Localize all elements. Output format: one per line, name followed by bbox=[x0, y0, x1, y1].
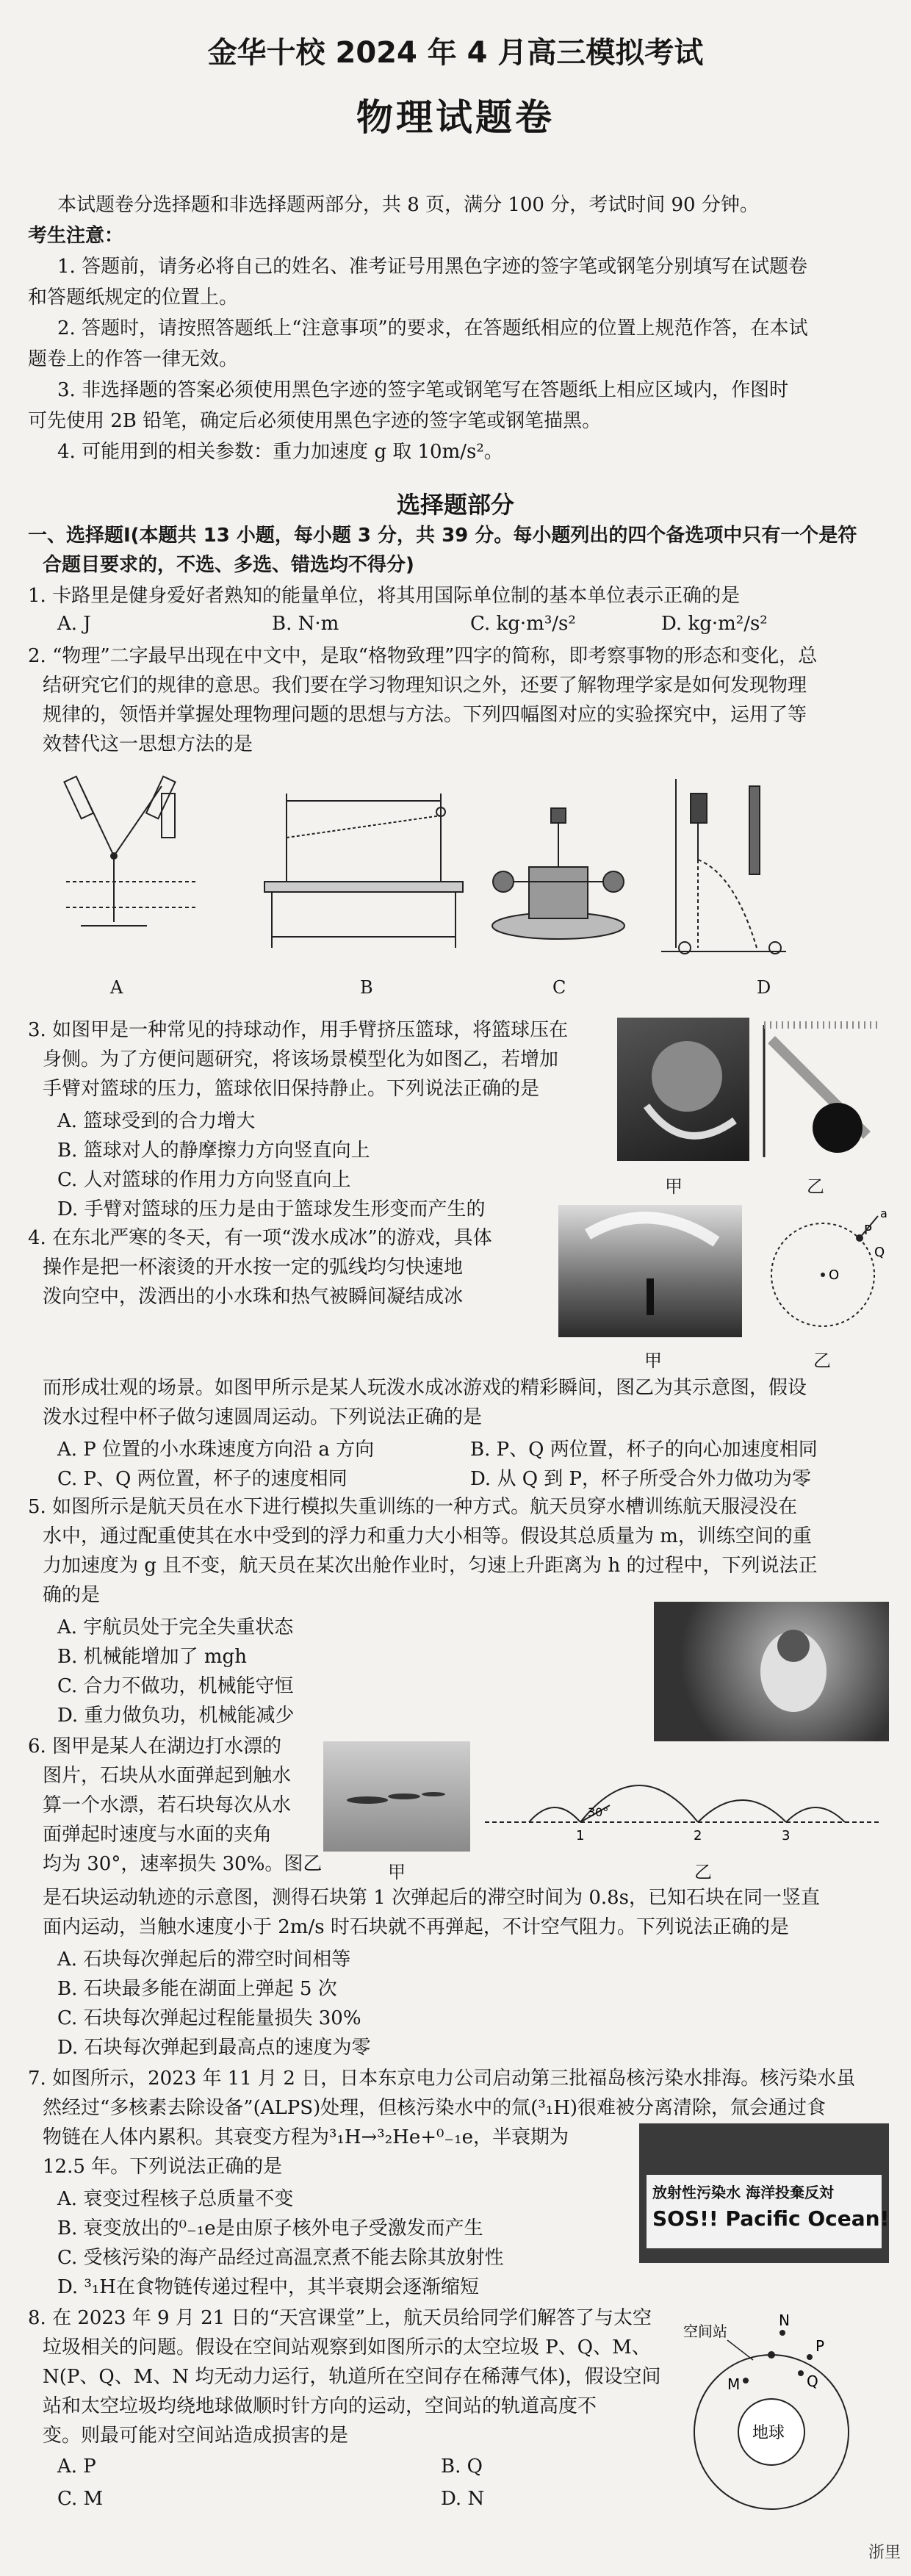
q4-option-b: B. P、Q 两位置，杯子的向心加速度相同 bbox=[470, 1439, 818, 1461]
q7-photo-protest bbox=[639, 2123, 889, 2263]
page-title: 物理试题卷 bbox=[356, 96, 555, 139]
q5-stem-2: 水中，通过配重使其在水中受到的浮力和重力大小相等。假设其总质量为 m，训练空间的重 bbox=[43, 1525, 812, 1547]
page-corner-mark: 浙里 bbox=[868, 2544, 901, 2562]
q7-option-a: A. 衰变过程核子总质量不变 bbox=[57, 2188, 294, 2210]
q1-option-a: A. J bbox=[57, 613, 91, 635]
q5-option-d: D. 重力做负功，机械能减少 bbox=[57, 1705, 295, 1727]
q6-point-3: 3 bbox=[782, 1828, 791, 1843]
q3-fig-label-2: 乙 bbox=[807, 1176, 824, 1197]
notice-3a: 3. 非选择题的答案必须使用黑色字迹的签字笔或钢笔写在答题纸上相应区域内，作图时 bbox=[57, 379, 789, 401]
q6-angle-label: 30° bbox=[588, 1805, 609, 1819]
q7-banner-text-1: 放射性污染水 海洋投棄反対 bbox=[652, 2184, 834, 2201]
q3-stem-2: 身侧。为了方便问题研究，将该场景模型化为如图乙，若增加 bbox=[43, 1048, 559, 1071]
q2-label-a: A bbox=[110, 977, 123, 998]
q3-option-a: A. 篮球受到的合力增大 bbox=[57, 1110, 256, 1132]
svg-text:Q: Q bbox=[874, 1245, 885, 1260]
notice-2a: 2. 答题时，请按照答题纸上“注意事项”的要求，在答题纸相应的位置上规范作答，在本试 bbox=[57, 317, 808, 339]
q3-option-b: B. 篮球对人的静摩擦力方向竖直向上 bbox=[57, 1140, 370, 1162]
q7-stem-2: 然经过“多核素去除设备”(ALPS)处理，但核污染水中的氚(³₁H)很难被分离清除，氚会通过食 bbox=[43, 2097, 827, 2119]
q3-diagram bbox=[757, 1018, 889, 1165]
q8-label-m: M bbox=[727, 2375, 741, 2393]
q2-label-d: D bbox=[757, 977, 771, 998]
q4-option-d: D. 从 Q 到 P，杯子所受合外力做功为零 bbox=[470, 1468, 812, 1490]
q7-stem-1: 7. 如图所示，2023 年 11 月 2 日，日本东京电力公司启动第三批福岛核污染水排海。核污染水虽 bbox=[28, 2068, 856, 2090]
q4-stem-4: 而形成壮观的场景。如图甲所示是某人玩泼水成冰游戏的精彩瞬间，图乙为其示意图，假设 bbox=[43, 1377, 807, 1399]
q8-stem-3: N(P、Q、M、N 均无动力运行，轨道所在空间存在稀薄气体)，假设空间 bbox=[43, 2366, 661, 2388]
q5-option-b: B. 机械能增加了 mgh bbox=[57, 1646, 247, 1668]
q2-label-c: C bbox=[552, 977, 566, 998]
q6-option-a: A. 石块每次弹起后的滞空时间相等 bbox=[57, 1949, 351, 1971]
q7-stem-4: 12.5 年。下列说法正确的是 bbox=[43, 2156, 283, 2178]
q6-stem-5: 均为 30°，速率损失 30%。图乙 bbox=[43, 1853, 323, 1875]
q4-option-a: A. P 位置的小水珠速度方向沿 a 方向 bbox=[57, 1439, 375, 1461]
q3-stem-1: 3. 如图甲是一种常见的持球动作，用手臂挤压篮球，将篮球压在 bbox=[28, 1019, 569, 1041]
q5-stem-1: 5. 如图所示是航天员在水下进行模拟失重训练的一种方式。航天员穿水槽训练航天服浸没在 bbox=[28, 1496, 798, 1518]
q8-label-n: N bbox=[779, 2311, 790, 2329]
q2-stem-3: 规律的，领悟并掌握处理物理问题的思想与方法。下列四幅图对应的实验探究中，运用了等 bbox=[43, 704, 807, 726]
q7-banner bbox=[647, 2175, 890, 2248]
notice-3b: 可先使用 2B 铅笔，确定后必须使用黑色字迹的签字笔或钢笔描黑。 bbox=[28, 410, 602, 432]
q2-figure-c bbox=[492, 808, 624, 939]
q7-banner-text-2: SOS!! Pacific Ocean! bbox=[652, 2206, 890, 2231]
notice-1b: 和答题纸规定的位置上。 bbox=[28, 287, 239, 309]
q2-figures bbox=[51, 771, 874, 970]
q1-option-c: C. kg·m³/s² bbox=[470, 613, 576, 635]
q1-option-b: B. N·m bbox=[272, 613, 339, 635]
q5-option-a: A. 宇航员处于完全失重状态 bbox=[57, 1616, 294, 1638]
q3-option-d: D. 手臂对篮球的压力是由于篮球发生形变而产生的 bbox=[57, 1198, 486, 1220]
q6-option-d: D. 石块每次弹起到最高点的速度为零 bbox=[57, 2037, 371, 2059]
q2-stem-2: 结研究它们的规律的意思。我们要在学习物理知识之外，还要了解物理学家是如何发现物理 bbox=[43, 674, 807, 697]
section-instructions-1: 一、选择题Ⅰ(本题共 13 小题，每小题 3 分，共 39 分。每小题列出的四个备选项中只有一个是符 bbox=[28, 525, 857, 547]
q1-option-d: D. kg·m²/s² bbox=[661, 613, 768, 635]
q7-option-c: C. 受核污染的海产品经过高温烹煮不能去除其放射性 bbox=[57, 2247, 504, 2269]
q7-stem-3: 物链在人体内累积。其衰变方程为³₁H→³₂He+⁰₋₁e，半衰期为 bbox=[43, 2126, 569, 2148]
q6-point-1: 1 bbox=[576, 1828, 585, 1843]
q4-photo-splash bbox=[558, 1205, 742, 1337]
notice-title: 考生注意： bbox=[28, 225, 124, 247]
q8-station-label: 空间站 bbox=[683, 2323, 727, 2340]
q8-stem-2: 垃圾相关的问题。假设在空间站观察到如图所示的太空垃圾 P、Q、M、 bbox=[43, 2336, 651, 2359]
q8-earth-label: 地球 bbox=[752, 2424, 785, 2442]
q8-label-q: Q bbox=[807, 2372, 818, 2390]
notice-2b: 题卷上的作答一律无效。 bbox=[28, 348, 239, 370]
section-instructions-2: 合题目要求的，不选、多选、错选均不得分) bbox=[43, 554, 414, 576]
q4-stem-5: 泼水过程中杯子做匀速圆周运动。下列说法正确的是 bbox=[43, 1406, 483, 1428]
q7-option-d: D. ³₁H在食物链传递过程中，其半衰期会逐渐缩短 bbox=[57, 2276, 479, 2298]
svg-text:a: a bbox=[880, 1206, 887, 1220]
q2-stem-1: 2. “物理”二字最早出现在中文中，是取“格物致理”四字的简称，即考察事物的形态和变化，总 bbox=[28, 645, 818, 667]
q8-option-c: C. M bbox=[57, 2488, 104, 2510]
q7-option-b: B. 衰变放出的⁰₋₁e是由原子核外电子受激发而产生 bbox=[57, 2217, 483, 2239]
q6-fig-label-2: 乙 bbox=[694, 1862, 712, 1882]
q4-stem-1: 4. 在东北严寒的冬天，有一项“泼水成冰”的游戏，具体 bbox=[28, 1227, 492, 1249]
q5-stem-4: 确的是 bbox=[43, 1584, 101, 1606]
q6-option-b: B. 石块最多能在湖面上弹起 5 次 bbox=[57, 1978, 337, 2000]
q6-diagram bbox=[485, 1763, 882, 1852]
q4-stem-3: 泼向空中，泼洒出的小水珠和热气被瞬间凝结成冰 bbox=[43, 1286, 464, 1308]
q5-photo-astronaut bbox=[654, 1602, 889, 1741]
q3-fig-label-1: 甲 bbox=[665, 1176, 683, 1197]
q6-point-2: 2 bbox=[694, 1828, 702, 1843]
q4-diagram bbox=[749, 1201, 896, 1348]
intro-desc: 本试题卷分选择题和非选择题两部分，共 8 页，满分 100 分，考试时间 90 分钟。 bbox=[57, 194, 759, 216]
q2-figure-d bbox=[661, 779, 786, 954]
q3-photo-basketball bbox=[617, 1018, 749, 1161]
q4-option-c: C. P、Q 两位置，杯子的速度相同 bbox=[57, 1468, 348, 1490]
q2-label-b: B bbox=[360, 977, 373, 998]
q6-stem-3: 算一个水漂，若石块每次从水 bbox=[43, 1794, 292, 1816]
q4-stem-2: 操作是把一杯滚烫的开水按一定的弧线均匀快速地 bbox=[43, 1256, 464, 1278]
q3-stem-3: 手臂对篮球的压力，篮球依旧保持静止。下列说法正确的是 bbox=[43, 1078, 540, 1100]
svg-text:O: O bbox=[829, 1267, 840, 1283]
exam-header: 金华十校 2024 年 4 月高三模拟考试 bbox=[207, 36, 704, 70]
q5-option-c: C. 合力不做功，机械能守恒 bbox=[57, 1675, 294, 1697]
q8-stem-4: 站和太空垃圾均绕地球做顺时针方向的运动，空间站的轨道高度不 bbox=[43, 2395, 597, 2417]
q8-stem-5: 变。则最可能对空间站造成损害的是 bbox=[43, 2425, 349, 2447]
svg-text:P: P bbox=[864, 1223, 872, 1238]
q6-stem-2: 图片，石块从水面弹起到触水 bbox=[43, 1765, 292, 1787]
q6-stem-7: 面内运动，当触水速度小于 2m/s 时石块就不再弹起，不计空气阻力。下列说法正确的是 bbox=[43, 1916, 789, 1938]
q3-option-c: C. 人对篮球的作用力方向竖直向上 bbox=[57, 1169, 351, 1191]
notice-1a: 1. 答题前，请务必将自己的姓名、准考证号用黑色字迹的签字笔或钢笔分别填写在试题卷 bbox=[57, 256, 808, 278]
q8-option-b: B. Q bbox=[441, 2456, 483, 2478]
section-title: 选择题部分 bbox=[396, 491, 514, 519]
q6-photo-lake bbox=[323, 1741, 470, 1852]
q2-stem-4: 效替代这一思想方法的是 bbox=[43, 733, 253, 755]
q8-station-dot bbox=[768, 2351, 775, 2359]
q6-stem-6: 是石块运动轨迹的示意图，测得石块第 1 次弹起后的滞空时间为 0.8s，已知石块在同一竖直 bbox=[43, 1887, 821, 1909]
q1-stem: 1. 卡路里是健身爱好者熟知的能量单位，将其用国际单位制的基本单位表示正确的是 bbox=[28, 585, 741, 607]
q6-stem-1: 6. 图甲是某人在湖边打水漂的 bbox=[28, 1735, 282, 1757]
q4-fig-label-1: 甲 bbox=[644, 1350, 662, 1371]
q8-stem-1: 8. 在 2023 年 9 月 21 日的“天宫课堂”上，航天员给同学们解答了与太空 bbox=[28, 2307, 652, 2329]
q2-figure-b bbox=[264, 794, 463, 948]
q4-fig-label-2: 乙 bbox=[813, 1350, 831, 1371]
q6-fig-label-1: 甲 bbox=[388, 1862, 406, 1882]
q6-option-c: C. 石块每次弹起过程能量损失 30% bbox=[57, 2007, 361, 2029]
q2-figure-a bbox=[64, 777, 198, 926]
q8-option-d: D. N bbox=[441, 2488, 485, 2510]
q5-stem-3: 力加速度为 g 且不变，航天员在某次出舱作业时，匀速上升距离为 h 的过程中，下列说法正 bbox=[43, 1555, 818, 1577]
q8-option-a: A. P bbox=[57, 2456, 96, 2478]
notice-4: 4. 可能用到的相关参数：重力加速度 g 取 10m/s²。 bbox=[57, 441, 503, 463]
q8-label-p: P bbox=[815, 2337, 825, 2355]
q8-diagram bbox=[683, 2300, 860, 2520]
q6-stem-4: 面弹起时速度与水面的夹角 bbox=[43, 1824, 273, 1846]
